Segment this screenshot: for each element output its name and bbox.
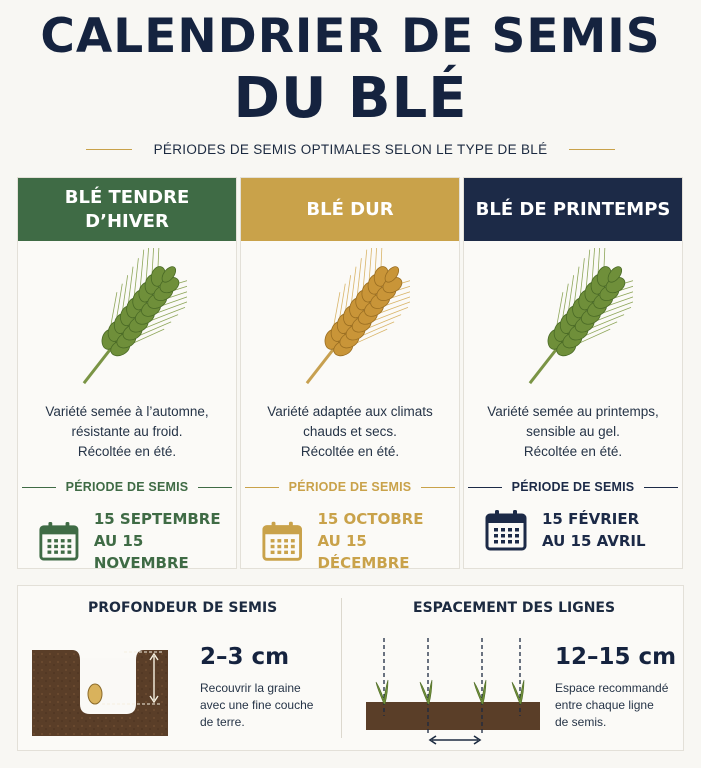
subtitle-text: PÉRIODES DE SEMIS OPTIMALES SELON LE TYPE DE BLÉ [153, 141, 548, 157]
period-rule [468, 487, 502, 488]
depth-heading: PROFONDEUR DE SEMIS [88, 600, 278, 616]
date-line1: 15 OCTOBRE [317, 510, 424, 528]
card-description [18, 402, 236, 462]
panel-divider [341, 598, 342, 738]
date-text [542, 508, 646, 552]
calendar-icon [484, 508, 528, 552]
period-label-row [241, 480, 459, 494]
period-label-row [464, 480, 682, 494]
date-line1: 15 FÉVRIER [542, 510, 640, 528]
sowing-tips-panel [17, 585, 684, 751]
depth-text [200, 680, 313, 731]
desc-line: Récoltée en été. [77, 444, 177, 459]
row-spacing-illustration [364, 636, 544, 748]
page-title-line2: DU BLÉ [233, 66, 468, 131]
date-line1: 15 SEPTEMBRE [93, 510, 221, 528]
depth-text-line: de terre. [200, 715, 245, 729]
card-description [464, 402, 682, 462]
depth-value: 2–3 cm [200, 644, 290, 670]
calendar-icon [261, 519, 303, 563]
sowing-date [38, 508, 236, 574]
date-text [94, 508, 236, 574]
sowing-date [484, 508, 646, 552]
desc-line: chauds et secs. [303, 424, 397, 439]
spacing-text [555, 680, 668, 731]
period-rule [644, 487, 678, 488]
wheat-ear-icon [290, 248, 410, 398]
card-ble-dur [240, 177, 460, 572]
wheat-ear-icon [513, 248, 633, 398]
desc-line: Variété semée au printemps, [487, 404, 659, 419]
desc-line: Récoltée en été. [523, 444, 623, 459]
card-ble-tendre [17, 177, 237, 572]
subtitle [0, 138, 701, 160]
page-title-line1: CALENDRIER DE SEMIS [40, 9, 661, 64]
desc-line: Variété semée à l’automne, [45, 404, 209, 419]
wheat-ear-icon [67, 248, 187, 398]
card-description [241, 402, 459, 462]
calendar-icon [38, 519, 80, 563]
depth-text-line: Recouvrir la graine [200, 681, 301, 695]
card-header: BLÉ DE PRINTEMPS [464, 178, 682, 241]
spacing-text-line: Espace recommandé [555, 681, 669, 695]
sowing-date [261, 508, 459, 574]
period-label: PÉRIODE DE SEMIS [511, 480, 635, 494]
date-line2: AU 15 NOVEMBRE [93, 532, 189, 572]
soil-depth-illustration [32, 644, 168, 736]
card-ble-printemps [463, 177, 683, 569]
desc-line: résistante au froid. [71, 424, 183, 439]
desc-line: Récoltée en été. [300, 444, 400, 459]
period-label: PÉRIODE DE SEMIS [65, 480, 189, 494]
period-rule [198, 487, 232, 488]
period-label-row [18, 480, 236, 494]
period-rule [22, 487, 56, 488]
card-header: BLÉ TENDRE D’HIVER [18, 178, 236, 241]
period-rule [421, 487, 455, 488]
date-line2: AU 15 AVRIL [542, 532, 646, 550]
subtitle-rule-right [569, 149, 615, 150]
period-rule [245, 487, 279, 488]
date-line2: AU 15 DÉCEMBRE [317, 532, 410, 572]
spacing-heading: ESPACEMENT DES LIGNES [413, 600, 616, 616]
depth-text-line: avec une fine couche [200, 698, 314, 712]
spacing-text-line: entre chaque ligne [555, 698, 654, 712]
desc-line: sensible au gel. [526, 424, 620, 439]
card-header: BLÉ DUR [241, 178, 459, 241]
period-label: PÉRIODE DE SEMIS [288, 480, 412, 494]
date-text [317, 508, 459, 574]
subtitle-rule-left [86, 149, 132, 150]
spacing-text-line: de semis. [555, 715, 607, 729]
desc-line: Variété adaptée aux climats [267, 404, 433, 419]
spacing-value: 12–15 cm [555, 644, 677, 670]
